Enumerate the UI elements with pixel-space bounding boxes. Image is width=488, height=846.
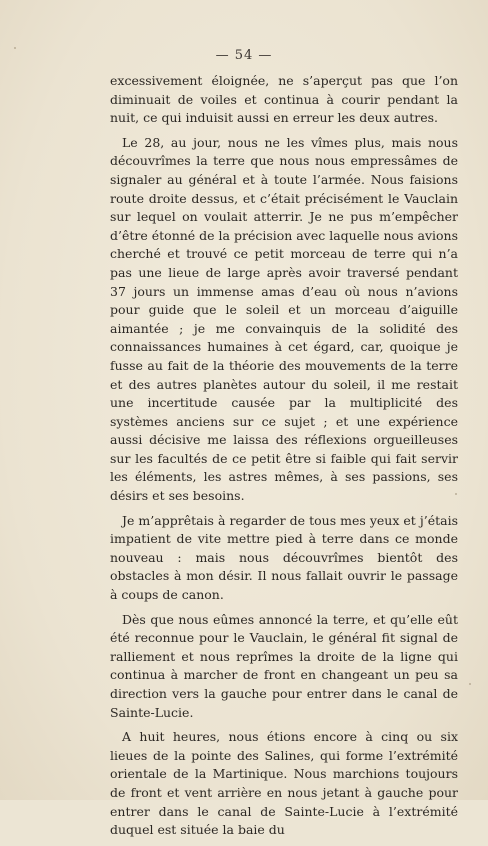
- page-number: — 54 —: [215, 48, 273, 63]
- paragraph-5: A huit heures, nous étions encore à cinq ou six lieues de la pointe des Salines, qui forme l’extrémité orientale de la Martinique. Nous marchions toujours de front et vent arrière en nous jetant à gauche pour entrer dans le canal de Sainte-Lucie à l’extrémité duquel est située la baie du: [110, 729, 458, 838]
- paper-speck: [14, 47, 16, 49]
- paragraph-1: excessivement éloignée, ne s’aperçut pas que l’on diminuait de voiles et continua à courir pendant la nuit, ce qui induisit aussi en erreur les deux autres.: [110, 73, 458, 126]
- paragraph-2: Le 28, au jour, nous ne les vîmes plus, mais nous découvrîmes la terre que nous nous empressâmes de signaler au général et à toute l’armée. Nous faisions route droite dessus, et c’était précisément le Vauclain sur lequel on voulait atterrir. Je ne pus m’empêcher d’être étonné de la précision avec laquelle nous avions cherché et trouvé ce petit morceau de terre qui n’a pas une lieue de large après avoir traversé pendant 37 jours un immense amas d’eau où nous n’avions pour guide que le soleil et un morceau d’aiguille aimantée ; je me convainquis de la solidité des connaissances humaines à cet égard, car, quoique je fusse au fait de la théorie des mouvements de la terre et des autres planètes autour du soleil, il me restait une incertitude causée par la multiplicité des systèmes anciens sur ce sujet ; et une expérience aussi décisive me laissa des réflexions orgueilleuses sur les facultés de ce petit être si faible qui fait servir les éléments, les astres mêmes, à ses passions, ses désirs et ses besoins.: [110, 134, 458, 504]
- paragraph-4: Dès que nous eûmes annoncé la terre, et qu’elle eût été reconnue pour le Vauclain, le général fit signal de ralliement et nous reprîmes la droite de la ligne qui continua à marcher de front en changeant un peu sa direction vers la gauche pour entrer dans le canal de Sainte-Lucie.: [110, 611, 458, 720]
- body-text: [110, 72, 458, 846]
- paragraph-3: Je m’apprêtais à regarder de tous mes yeux et j’étais impatient de vite mettre pied à terre dans ce monde nouveau : mais nous découvrîmes bientôt des obstacles à mon désir. Il nous fallait ouvrir le passage à coups de canon.: [110, 512, 458, 603]
- paper-speck: [469, 683, 471, 685]
- paper-speck: [455, 493, 457, 495]
